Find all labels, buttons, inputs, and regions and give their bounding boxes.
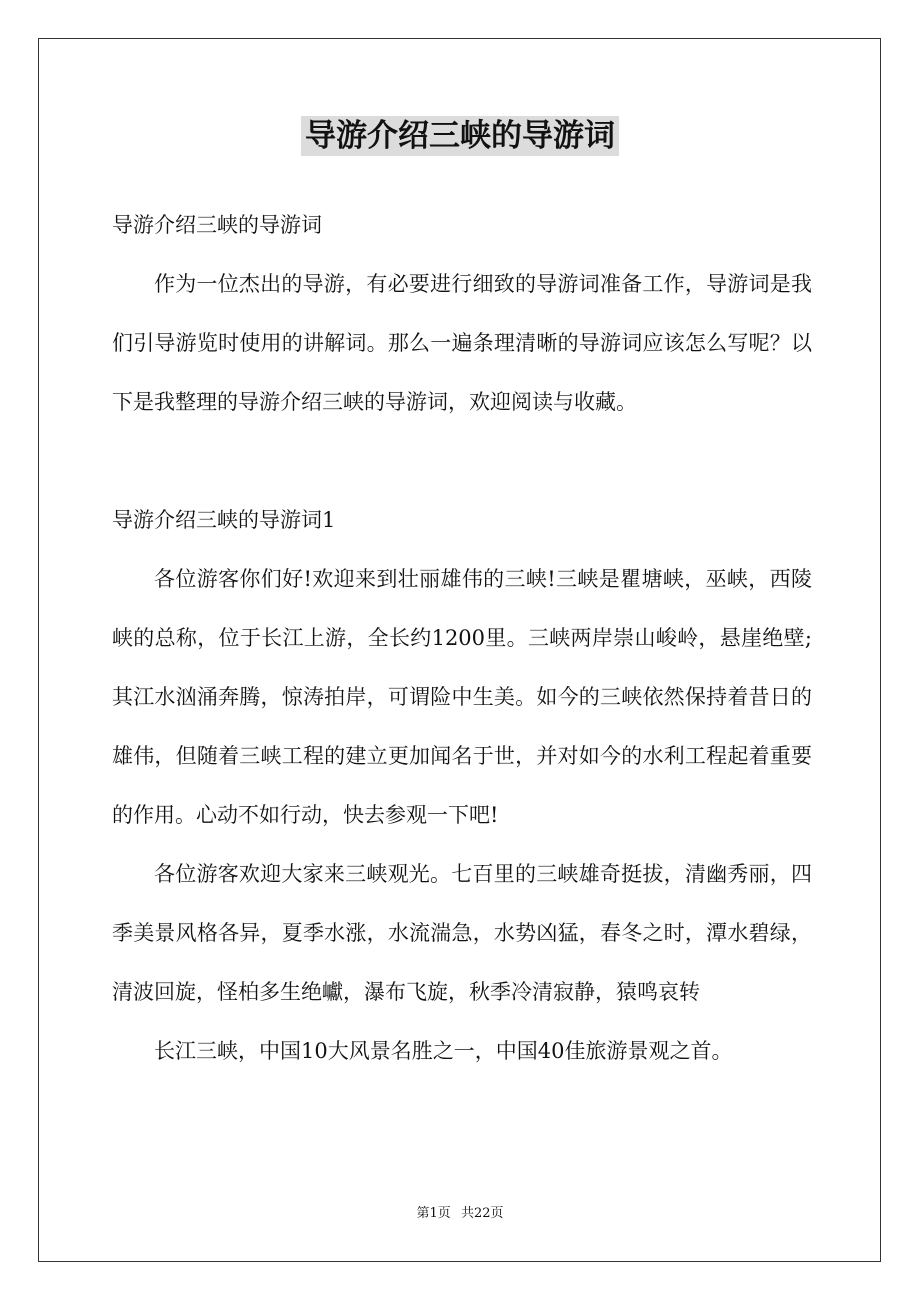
document-title [0,112,920,160]
section-heading: 导游介绍三峡的导游词1 [112,508,336,532]
body-paragraph-1: 各位游客你们好!欢迎来到壮丽雄伟的三峡!三峡是瞿塘峡，巫峡，西陵峡的总称，位于长江上游，全长约1200里。三峡两岸崇山峻岭，悬崖绝壁;其江水汹涌奔腾，惊涛拍岸，可谓险中生美。如今的三峡依然保持着昔日的雄伟，但随着三峡工程的建立更加闻名于世，并对如今的水利工程起着重要的作用。心动不如行动，快去参观一下吧! [112,567,812,827]
page-footer [0,1204,920,1224]
document-body [112,196,812,1081]
intro-paragraph: 作为一位杰出的导游，有必要进行细致的导游词准备工作，导游词是我们引导游览时使用的讲解词。那么一遍条理清晰的导游词应该怎么写呢？以下是我整理的导游介绍三峡的导游词，欢迎阅读与收藏。 [112,272,812,414]
paragraph-spacer [112,432,812,491]
page-number: 第1页 [416,1206,451,1221]
body-paragraph-3: 长江三峡，中国10大风景名胜之一，中国40佳旅游景观之首。 [154,1039,733,1063]
page-total: 共22页 [460,1206,504,1221]
document-subtitle: 导游介绍三峡的导游词 [112,213,322,237]
body-paragraph-2: 各位游客欢迎大家来三峡观光。七百里的三峡雄奇挺拔，清幽秀丽，四季美景风格各异，夏季水涨，水流湍急，水势凶猛，春冬之时，潭水碧绿，清波回旋，怪柏多生绝巘，瀑布飞旋，秋季冷清寂静，猿鸣哀转 [112,862,812,1004]
document-title-text: 导游介绍三峡的导游词 [301,116,619,156]
